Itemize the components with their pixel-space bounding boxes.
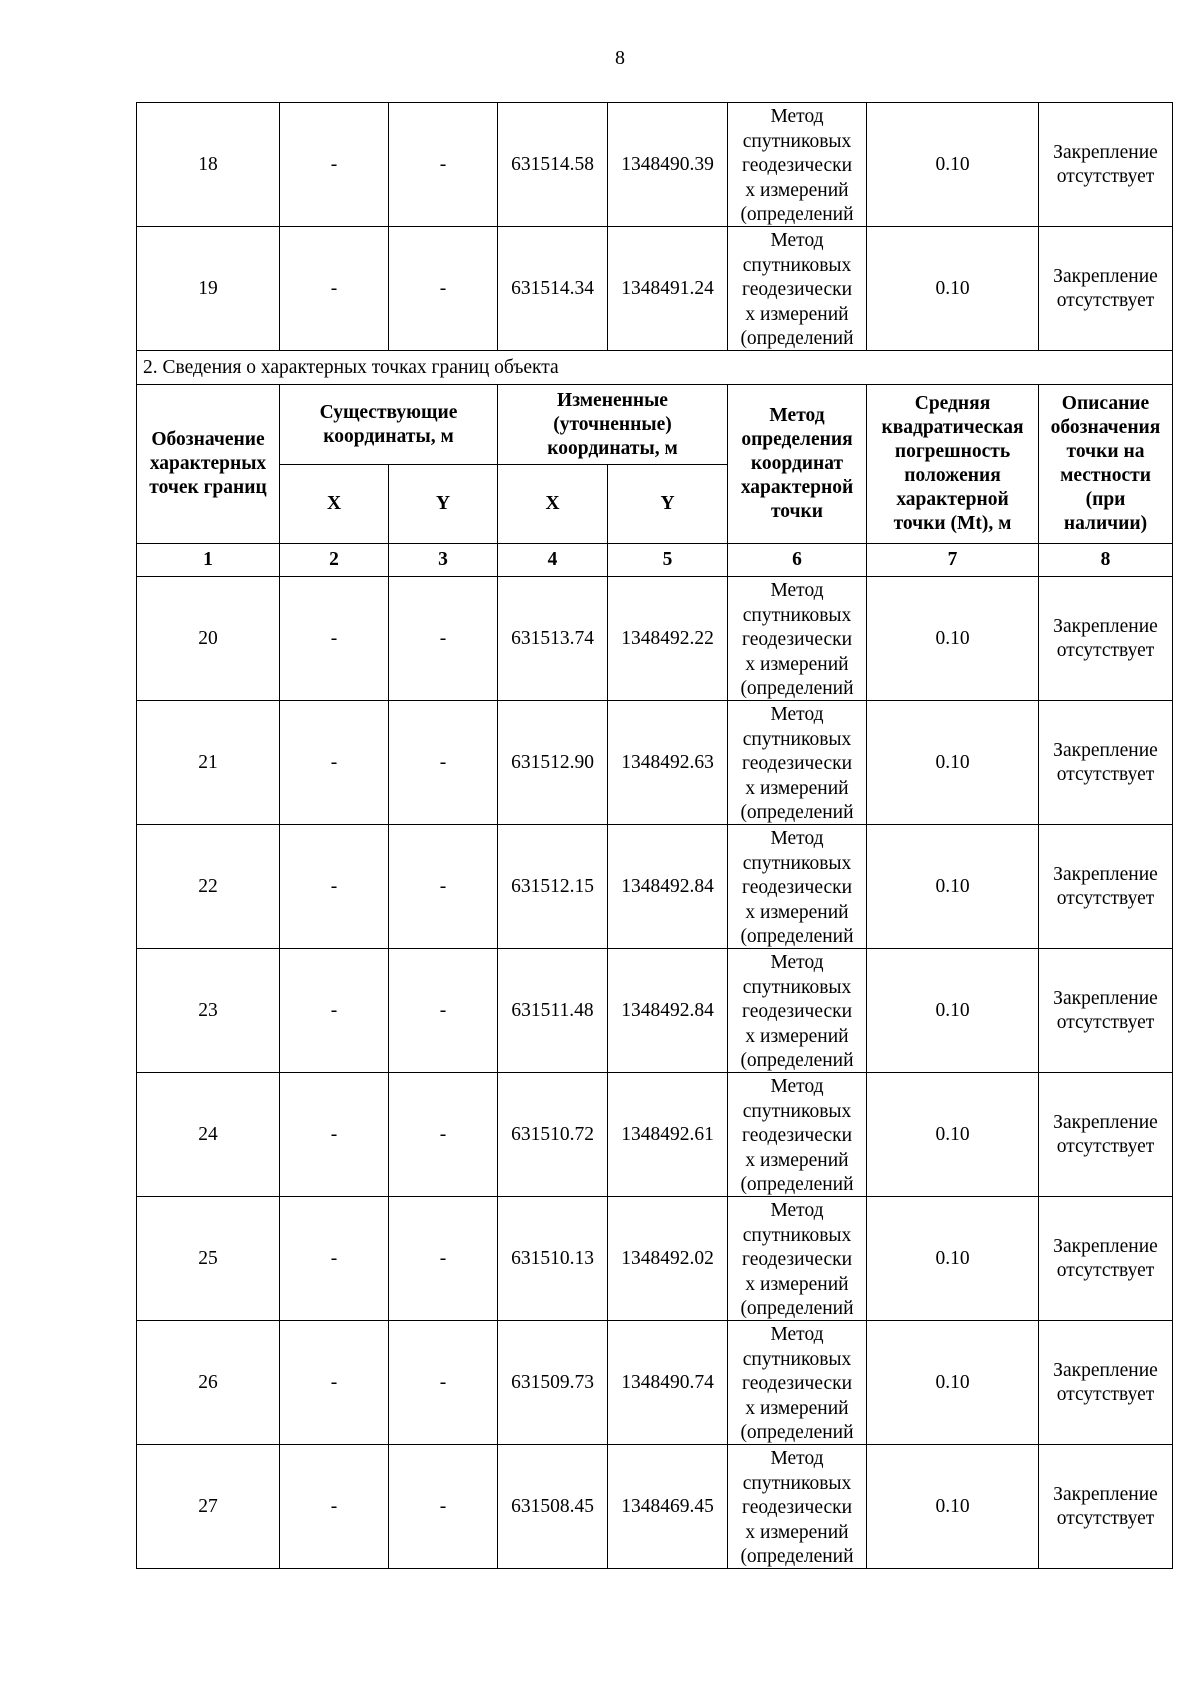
cell-line: геодезически	[741, 1373, 853, 1394]
table-row	[137, 1197, 1173, 1321]
cell-line: (уточненные)	[553, 413, 672, 435]
cell-error: 0.10	[867, 577, 1039, 701]
cell-method	[728, 103, 867, 227]
rows-before-section	[137, 103, 1173, 351]
cell-existing-y: -	[389, 1321, 498, 1445]
cell-line: Описание	[1061, 393, 1150, 414]
cell-line: Закрепление	[1053, 1235, 1158, 1257]
cell-line: местности	[1060, 465, 1151, 486]
cell-line: спутниковых	[742, 1472, 852, 1494]
table-row	[137, 1321, 1173, 1445]
cell-lines	[280, 401, 497, 449]
cell-line: х измерений	[745, 901, 849, 923]
cell-error: 0.10	[867, 1321, 1039, 1445]
cell-lines	[1039, 1483, 1172, 1531]
cell-line: спутниковых	[742, 976, 852, 998]
cell-existing-y: -	[389, 577, 498, 701]
cell-line: Средняя	[914, 393, 991, 414]
cell-line: (определений	[740, 1050, 854, 1071]
cell-y: 1348492.84	[608, 949, 728, 1073]
cell-line: Метод	[770, 230, 824, 251]
cell-method	[728, 1073, 867, 1197]
cell-error: 0.10	[867, 1073, 1039, 1197]
cell-existing-x: -	[280, 1073, 389, 1197]
column-number-4: 4	[498, 544, 608, 577]
cell-line: х измерений	[745, 1149, 849, 1171]
header-changed-x: X	[498, 465, 608, 544]
cell-description	[1039, 103, 1173, 227]
cell-line: (определений	[740, 802, 854, 823]
cell-method	[728, 1445, 867, 1569]
cell-line: (определений	[740, 204, 854, 225]
cell-line: координаты, м	[547, 437, 678, 459]
cell-existing-y: -	[389, 1197, 498, 1321]
cell-line: Метод	[770, 828, 824, 849]
table-row	[137, 103, 1173, 227]
header-existing-x: X	[280, 465, 389, 544]
cell-existing-x: -	[280, 1321, 389, 1445]
cell-existing-x: -	[280, 103, 389, 227]
cell-line: Метод	[770, 1076, 824, 1097]
cell-existing-y: -	[389, 1073, 498, 1197]
cell-existing-x: -	[280, 577, 389, 701]
cell-error: 0.10	[867, 949, 1039, 1073]
cell-line: Метод	[770, 1200, 824, 1221]
cell-x: 631508.45	[498, 1445, 608, 1569]
cell-line: геодезически	[741, 877, 853, 898]
cell-line: спутниковых	[742, 852, 852, 874]
cell-line: определения	[741, 429, 853, 450]
cell-line: спутниковых	[742, 254, 852, 276]
header-point-designation	[137, 385, 280, 544]
cell-line: отсутствует	[1056, 1135, 1155, 1157]
cell-line: х измерений	[745, 179, 849, 201]
cell-lines	[1039, 1235, 1172, 1283]
cell-lines	[728, 1199, 866, 1320]
cell-point-number: 23	[137, 949, 280, 1073]
cell-line: Метод	[770, 580, 824, 601]
cell-line: геодезически	[741, 753, 853, 774]
cell-method	[728, 577, 867, 701]
cell-point-number: 21	[137, 701, 280, 825]
cell-lines	[728, 951, 866, 1072]
cell-lines	[1039, 1111, 1172, 1159]
cell-method	[728, 1197, 867, 1321]
table-row	[137, 701, 1173, 825]
cell-line: Закрепление	[1053, 1359, 1158, 1381]
header-changed-y: Y	[608, 465, 728, 544]
page-number: 8	[615, 47, 625, 69]
cell-line: геодезически	[741, 629, 853, 650]
cell-line: наличии)	[1063, 513, 1148, 534]
cell-line: Обозначение	[151, 429, 265, 450]
cell-line: характерной	[740, 477, 854, 498]
cell-lines	[728, 229, 866, 350]
cell-line: (определений	[740, 926, 854, 947]
cell-error: 0.10	[867, 825, 1039, 949]
cell-x: 631512.90	[498, 701, 608, 825]
cell-lines	[728, 703, 866, 824]
cell-existing-x: -	[280, 227, 389, 351]
cell-method	[728, 227, 867, 351]
cell-line: характерных	[149, 453, 267, 474]
cell-line: геодезически	[741, 1497, 853, 1518]
cell-lines	[728, 1075, 866, 1196]
cell-line: х измерений	[745, 653, 849, 675]
table-row	[137, 227, 1173, 351]
cell-y: 1348492.63	[608, 701, 728, 825]
cell-lines	[1039, 739, 1172, 787]
cell-existing-x: -	[280, 1197, 389, 1321]
cell-lines	[498, 389, 727, 461]
cell-line: геодезически	[741, 1001, 853, 1022]
table-row	[137, 1073, 1173, 1197]
header-changed-coordinates	[498, 385, 728, 465]
column-number-7: 7	[867, 544, 1039, 577]
cell-line: Метод	[770, 1448, 824, 1469]
cell-line: Метод	[769, 405, 825, 426]
column-number-6: 6	[728, 544, 867, 577]
cell-description	[1039, 701, 1173, 825]
cell-point-number: 26	[137, 1321, 280, 1445]
cell-description	[1039, 1321, 1173, 1445]
cell-method	[728, 825, 867, 949]
cell-line: (определений	[740, 1422, 854, 1443]
cell-line: отсутствует	[1056, 165, 1155, 187]
cell-line: координат	[750, 453, 844, 474]
cell-description	[1039, 1073, 1173, 1197]
cell-lines	[728, 105, 866, 226]
cell-lines	[1039, 1359, 1172, 1407]
cell-description	[1039, 949, 1173, 1073]
cell-y: 1348492.22	[608, 577, 728, 701]
cell-existing-y: -	[389, 949, 498, 1073]
header-method	[728, 385, 867, 544]
section-header-block	[137, 351, 1173, 577]
cell-lines	[1039, 615, 1172, 663]
cell-line: обозначения	[1050, 417, 1161, 438]
cell-lines	[1039, 863, 1172, 911]
cell-line: Закрепление	[1053, 1111, 1158, 1133]
rows-after-section	[137, 577, 1173, 1569]
column-number-8: 8	[1039, 544, 1173, 577]
column-number-1: 1	[137, 544, 280, 577]
cell-lines	[1039, 987, 1172, 1035]
cell-line: х измерений	[745, 303, 849, 325]
cell-line: (определений	[740, 678, 854, 699]
cell-x: 631514.34	[498, 227, 608, 351]
cell-lines	[728, 1447, 866, 1568]
column-number-3: 3	[389, 544, 498, 577]
cell-lines	[728, 827, 866, 948]
cell-line: (определений	[740, 1174, 854, 1195]
header-description	[1039, 385, 1173, 544]
cell-line: спутниковых	[742, 1100, 852, 1122]
cell-error: 0.10	[867, 1445, 1039, 1569]
cell-line: спутниковых	[742, 728, 852, 750]
cell-x: 631509.73	[498, 1321, 608, 1445]
cell-existing-x: -	[280, 949, 389, 1073]
cell-lines	[137, 428, 279, 500]
cell-x: 631511.48	[498, 949, 608, 1073]
cell-lines	[1039, 265, 1172, 313]
cell-line: Измененные	[557, 389, 668, 411]
cell-existing-y: -	[389, 1445, 498, 1569]
cell-line: точки (Mt), м	[893, 513, 1012, 534]
cell-line: (определений	[740, 328, 854, 349]
cell-method	[728, 701, 867, 825]
column-number-5: 5	[608, 544, 728, 577]
cell-line: геодезически	[741, 1125, 853, 1146]
cell-y: 1348490.39	[608, 103, 728, 227]
cell-existing-x: -	[280, 1445, 389, 1569]
cell-line: х измерений	[745, 1025, 849, 1047]
cell-description	[1039, 227, 1173, 351]
cell-line: отсутствует	[1056, 1507, 1155, 1529]
cell-existing-y: -	[389, 227, 498, 351]
cell-lines	[867, 392, 1038, 536]
cell-y: 1348492.02	[608, 1197, 728, 1321]
cell-description	[1039, 577, 1173, 701]
cell-line: погрешность	[894, 441, 1011, 462]
cell-lines	[1039, 141, 1172, 189]
cell-line: геодезически	[741, 1249, 853, 1270]
cell-x: 631510.72	[498, 1073, 608, 1197]
cell-lines	[728, 1323, 866, 1444]
cell-line: спутниковых	[742, 1348, 852, 1370]
cell-x: 631510.13	[498, 1197, 608, 1321]
cell-y: 1348492.61	[608, 1073, 728, 1197]
cell-line: характерной	[896, 489, 1009, 510]
cell-line: х измерений	[745, 777, 849, 799]
cell-error: 0.10	[867, 701, 1039, 825]
cell-lines	[728, 579, 866, 700]
table-row	[137, 949, 1173, 1073]
cell-line: квадратическая	[881, 417, 1024, 438]
cell-lines	[728, 404, 866, 524]
cell-line: Закрепление	[1053, 265, 1158, 287]
header-existing-coordinates	[280, 385, 498, 465]
cell-line: Метод	[770, 704, 824, 725]
cell-existing-y: -	[389, 825, 498, 949]
cell-point-number: 24	[137, 1073, 280, 1197]
cell-line: Существующие	[319, 401, 458, 423]
cell-description	[1039, 1197, 1173, 1321]
cell-line: спутниковых	[742, 1224, 852, 1246]
cell-line: Закрепление	[1053, 1483, 1158, 1505]
cell-y: 1348490.74	[608, 1321, 728, 1445]
cell-line: Закрепление	[1053, 863, 1158, 885]
cell-point-number: 25	[137, 1197, 280, 1321]
cell-line: отсутствует	[1056, 1011, 1155, 1033]
column-number-2: 2	[280, 544, 389, 577]
cell-error: 0.10	[867, 103, 1039, 227]
cell-point-number: 18	[137, 103, 280, 227]
cell-line: отсутствует	[1056, 1259, 1155, 1281]
cell-line: точек границ	[149, 477, 267, 498]
cell-line: Метод	[770, 106, 824, 127]
cell-point-number: 19	[137, 227, 280, 351]
header-error	[867, 385, 1039, 544]
table-row	[137, 825, 1173, 949]
table-row	[137, 1445, 1173, 1569]
cell-line: Метод	[770, 1324, 824, 1345]
cell-line: отсутствует	[1056, 887, 1155, 909]
cell-x: 631513.74	[498, 577, 608, 701]
cell-line: х измерений	[745, 1521, 849, 1543]
cell-line: спутниковых	[742, 604, 852, 626]
cell-line: отсутствует	[1056, 763, 1155, 785]
cell-y: 1348491.24	[608, 227, 728, 351]
cell-error: 0.10	[867, 1197, 1039, 1321]
cell-description	[1039, 825, 1173, 949]
cell-point-number: 22	[137, 825, 280, 949]
cell-line: Закрепление	[1053, 987, 1158, 1009]
cell-line: Метод	[770, 952, 824, 973]
cell-line: Закрепление	[1053, 739, 1158, 761]
cell-line: х измерений	[745, 1273, 849, 1295]
cell-line: Закрепление	[1053, 141, 1158, 163]
cell-line: (определений	[740, 1298, 854, 1319]
cell-description	[1039, 1445, 1173, 1569]
cell-existing-y: -	[389, 701, 498, 825]
table-row	[137, 577, 1173, 701]
cell-line: положения	[904, 465, 1001, 486]
cell-method	[728, 1321, 867, 1445]
cell-line: спутниковых	[742, 130, 852, 152]
cell-line: геодезически	[741, 155, 853, 176]
cell-y: 1348492.84	[608, 825, 728, 949]
cell-x: 631512.15	[498, 825, 608, 949]
cell-point-number: 20	[137, 577, 280, 701]
coordinates-table	[136, 102, 1173, 1569]
cell-line: отсутствует	[1056, 289, 1155, 311]
cell-line: (определений	[740, 1546, 854, 1567]
section-title: 2. Сведения о характерных точках границ объекта	[137, 351, 1173, 385]
cell-line: отсутствует	[1056, 639, 1155, 661]
cell-line: х измерений	[745, 1397, 849, 1419]
cell-point-number: 27	[137, 1445, 280, 1569]
cell-line: координаты, м	[323, 425, 454, 447]
cell-line: точки на	[1066, 441, 1145, 462]
cell-existing-x: -	[280, 701, 389, 825]
cell-line: точки	[770, 501, 824, 522]
cell-line: (при	[1085, 489, 1126, 510]
cell-y: 1348469.45	[608, 1445, 728, 1569]
cell-line: Закрепление	[1053, 615, 1158, 637]
cell-x: 631514.58	[498, 103, 608, 227]
cell-line: отсутствует	[1056, 1383, 1155, 1405]
header-existing-y: Y	[389, 465, 498, 544]
cell-existing-x: -	[280, 825, 389, 949]
cell-error: 0.10	[867, 227, 1039, 351]
cell-lines	[1039, 392, 1172, 536]
cell-method	[728, 949, 867, 1073]
cell-line: геодезически	[741, 279, 853, 300]
cell-existing-y: -	[389, 103, 498, 227]
